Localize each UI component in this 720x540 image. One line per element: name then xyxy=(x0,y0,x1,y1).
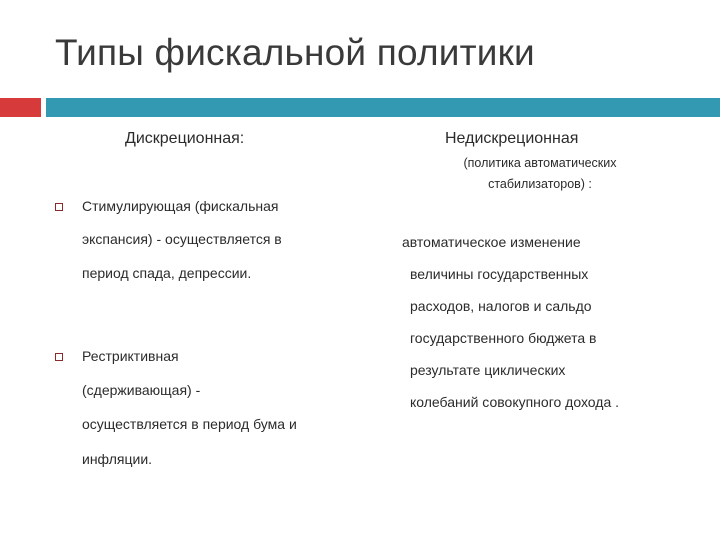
left-item-1-line-2: экспансия) - осуществляется в xyxy=(82,231,282,247)
right-column-subheading-line-1: (политика автоматических xyxy=(463,156,617,170)
square-bullet-icon xyxy=(55,353,63,361)
left-item-2-line-3: осуществляется в период бума и xyxy=(82,416,297,432)
left-item-2-line-2: (сдерживающая) - xyxy=(82,382,201,398)
right-body-line-4: государственного бюджета в xyxy=(410,330,597,346)
right-column-subheading-line-2: стабилизаторов) : xyxy=(488,177,592,191)
right-body-line-6: колебаний совокупного дохода . xyxy=(410,394,620,410)
right-body-line-5: результате циклических xyxy=(410,362,566,378)
right-body-line-2: величины государственных xyxy=(410,266,589,282)
accent-bar-red xyxy=(0,98,41,117)
square-bullet-icon xyxy=(55,203,63,211)
right-body-line-3: расходов, налогов и сальдо xyxy=(410,298,592,314)
left-item-1-line-1: Стимулирующая (фискальная xyxy=(82,198,279,214)
right-column-heading: Недискреционная xyxy=(445,130,579,147)
left-item-1-line-3: период спада, депрессии. xyxy=(82,265,252,281)
left-item-2-line-4: инфляции. xyxy=(82,451,153,467)
accent-bar-teal xyxy=(46,98,720,117)
slide-title: Типы фискальной политики xyxy=(55,32,535,73)
left-item-2-line-1: Рестриктивная xyxy=(82,348,179,364)
left-column-heading: Дискреционная: xyxy=(125,130,245,147)
right-body-line-1: автоматическое изменение xyxy=(402,234,581,250)
